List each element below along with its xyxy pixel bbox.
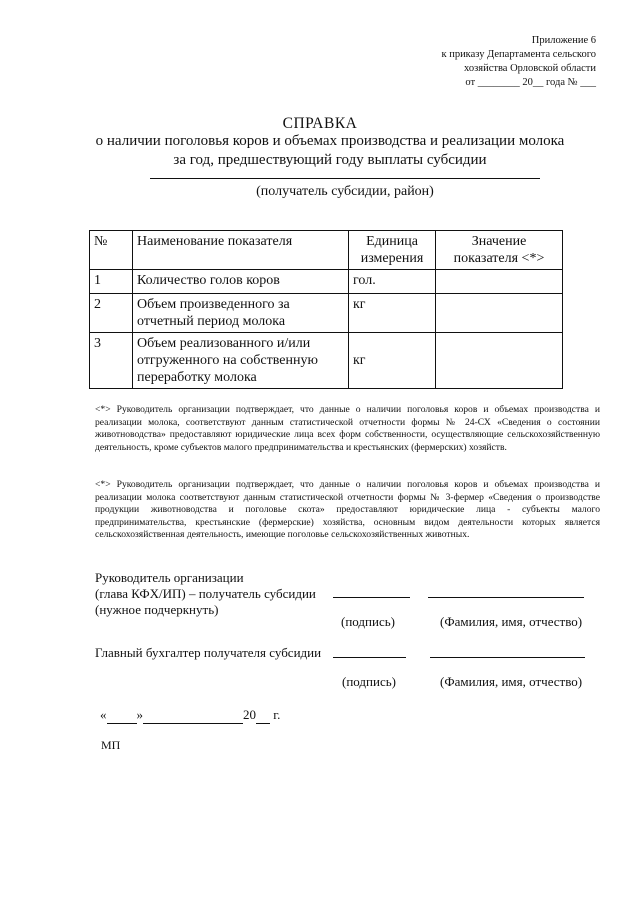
header-name: Наименование показателя bbox=[133, 231, 349, 270]
row-value[interactable] bbox=[436, 270, 563, 294]
date-year-prefix: 20 bbox=[243, 707, 256, 722]
table-header-row bbox=[90, 231, 563, 270]
accountant-signature-caption: (подпись) bbox=[342, 674, 396, 689]
date-day-blank[interactable] bbox=[107, 707, 137, 724]
document-subtitle: о наличии поголовья коров и объемах производства и реализации молока за год, предшествующий году выплаты субсидии bbox=[95, 133, 565, 168]
head-label-line-3: (нужное подчеркнуть) bbox=[95, 602, 219, 617]
annex-line-2: к приказу Департамента сельского bbox=[441, 49, 596, 60]
row-num: 2 bbox=[90, 294, 133, 333]
date-suffix: г. bbox=[273, 707, 281, 722]
head-name-field[interactable] bbox=[428, 597, 584, 598]
head-signature-caption: (подпись) bbox=[341, 614, 395, 629]
accountant-name-field[interactable] bbox=[430, 657, 585, 658]
head-name-caption: (Фамилия, имя, отчество) bbox=[440, 614, 583, 629]
row-num: 1 bbox=[90, 270, 133, 294]
head-signature-field[interactable] bbox=[333, 597, 410, 598]
row-num: 3 bbox=[90, 333, 133, 389]
annex-header bbox=[336, 34, 596, 90]
indicators-table bbox=[89, 230, 563, 389]
header-unit: Единица измерения bbox=[349, 231, 436, 270]
row-value[interactable] bbox=[436, 294, 563, 333]
stamp-place-label: МП bbox=[101, 738, 121, 752]
document-title: СПРАВКА bbox=[282, 115, 358, 132]
date-month-blank[interactable] bbox=[143, 707, 243, 724]
row-name: Количество голов коров bbox=[133, 270, 349, 294]
head-signature-label bbox=[95, 570, 316, 618]
date-year-blank[interactable] bbox=[256, 707, 270, 724]
accountant-name-caption: (Фамилия, имя, отчество) bbox=[440, 674, 583, 689]
accountant-label: Главный бухгалтер получателя субсидии bbox=[95, 645, 322, 660]
footnote-1: <*> Руководитель организации подтверждает, что данные о наличии поголовья коров и объемах производства и реализации молока, соответствуют данным статистической отчетности формы № 24-СХ «Сведения о состоянии животноводства» предоставляют юридические лица всех форм собственности, осуществляющие сельскохозяйственную деятельность, кроме субъектов малого предпринимательства и крестьянских (фермерских) хозяйств. bbox=[95, 404, 600, 453]
header-value: Значение показателя <*> bbox=[436, 231, 563, 270]
accountant-signature-field[interactable] bbox=[333, 657, 406, 658]
head-label-line-2: (глава КФХ/ИП) – получатель субсидии bbox=[95, 586, 316, 601]
row-name: Объем произведенного за отчетный период молока bbox=[133, 294, 349, 333]
recipient-blank-line bbox=[150, 178, 540, 179]
footnote-2: <*> Руководитель организации подтверждает, что данные о наличии поголовья коров и объемах производства и реализации молока соответствуют данным статистической отчетности формы № 3-фермер «Сведения о производстве продукции животноводства и поголовье скота» предоставляют юридические лица - субъекты малого предпринимательства, крестьянские (фермерские) хозяйства, основным видом деятельности которых является сельскохозяйственная деятельность, имеющие поголовье сельскохозяйственных животных. bbox=[95, 479, 600, 541]
date-field[interactable] bbox=[100, 707, 280, 724]
table-row bbox=[90, 333, 563, 389]
table-row bbox=[90, 294, 563, 333]
annex-line-1: Приложение 6 bbox=[531, 35, 596, 46]
table-row bbox=[90, 270, 563, 294]
header-num: № bbox=[90, 231, 133, 270]
row-name: Объем реализованного и/или отгруженного на собственную переработку молока bbox=[133, 333, 349, 389]
date-close-quote: » bbox=[136, 707, 143, 722]
annex-line-4: от ________ 20__ года № ___ bbox=[465, 77, 596, 88]
row-unit: кг bbox=[349, 333, 436, 389]
annex-line-3: хозяйства Орловской области bbox=[464, 63, 596, 74]
row-unit: кг bbox=[349, 294, 436, 333]
row-value[interactable] bbox=[436, 333, 563, 389]
head-label-line-1: Руководитель организации bbox=[95, 570, 244, 585]
row-unit: гол. bbox=[349, 270, 436, 294]
date-open-quote: « bbox=[100, 707, 107, 722]
recipient-caption: (получатель субсидии, район) bbox=[256, 184, 434, 199]
